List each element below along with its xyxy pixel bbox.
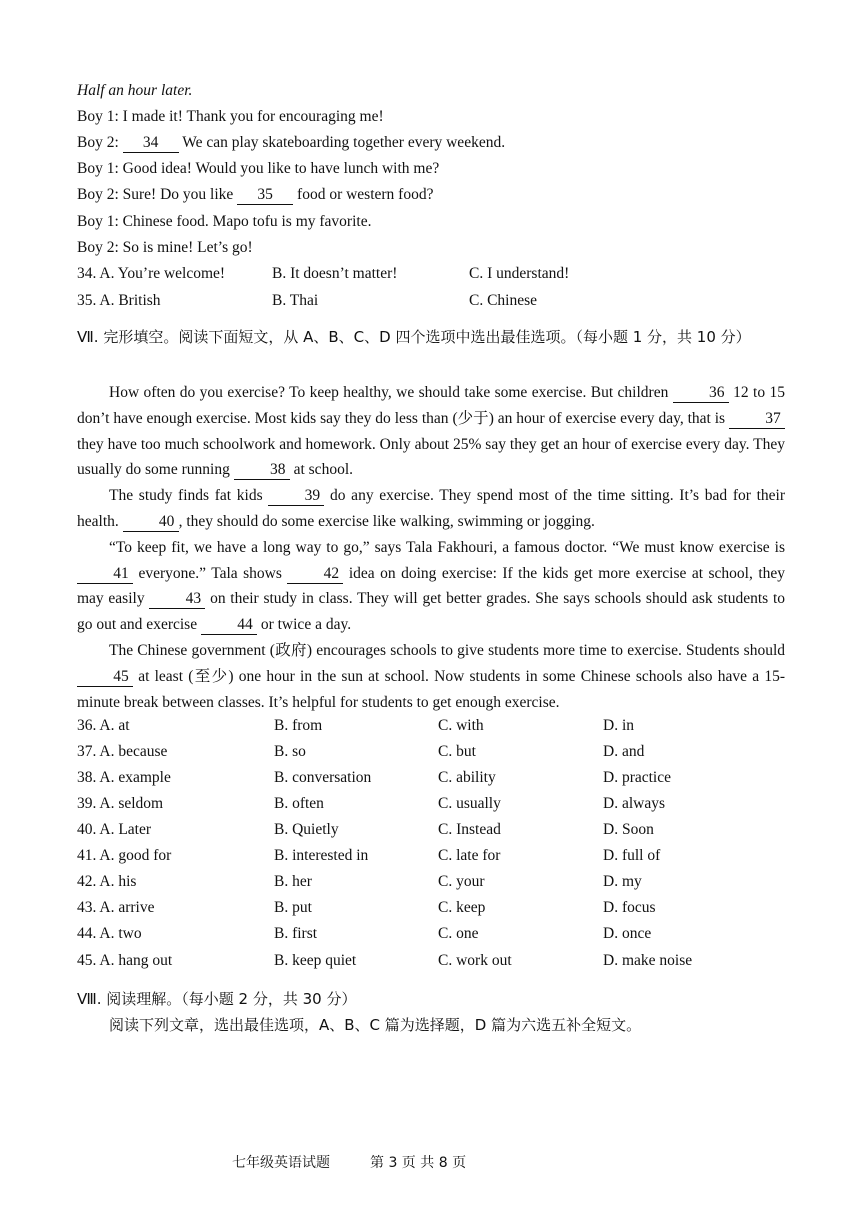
option-35-a: 35. A. British	[77, 292, 161, 309]
option-b: B. interested in	[274, 847, 369, 864]
dialogue-line-4	[77, 185, 433, 205]
blank-36: 36	[673, 384, 729, 403]
passage-text: they have too much schoolwork and homework. Only about 25% say they get an hour of exercise every day. They usually do some running	[77, 435, 785, 479]
option-c: C. your	[438, 873, 485, 890]
option-35-c: C. Chinese	[469, 292, 538, 309]
option-34-b: B. It doesn’t matter!	[272, 265, 398, 282]
blank-40: 40	[123, 513, 179, 532]
passage-text: or twice a day.	[256, 616, 352, 634]
option-row-43	[77, 899, 817, 919]
option-b: B. keep quiet	[274, 952, 357, 969]
option-a: 36. A. at	[77, 717, 130, 734]
dialogue-text: Boy 2: Sure! Do you like	[77, 186, 238, 203]
footer-page-number: 第 3 页 共 8 页	[370, 1155, 467, 1171]
blank-43: 43	[149, 590, 205, 609]
blank-37: 37	[729, 410, 785, 429]
dialogue-text: We can play skateboarding together every weekend.	[178, 134, 506, 151]
option-row-40	[77, 821, 817, 841]
option-b: B. conversation	[274, 769, 372, 786]
dialogue-text: food or western food?	[293, 186, 434, 203]
option-c: C. work out	[438, 952, 512, 969]
option-row-35	[77, 292, 817, 312]
passage-paragraph-1	[77, 380, 785, 483]
option-d: D. and	[603, 743, 645, 760]
option-d: D. in	[603, 717, 634, 734]
option-34-a: 34. A. You’re welcome!	[77, 265, 226, 282]
option-c: C. with	[438, 717, 484, 734]
passage-paragraph-4	[77, 638, 785, 715]
option-row-44	[77, 925, 817, 945]
blank-34: 34	[123, 134, 179, 153]
passage-text: everyone.” Tala shows	[133, 564, 288, 582]
option-row-37	[77, 743, 817, 763]
option-b: B. so	[274, 743, 306, 760]
option-c: C. one	[438, 925, 479, 942]
section-7-title: Ⅶ. 完形填空。阅读下面短文，从 A、B、C、D 四个选项中选出最佳选项。（每小题 1 分，共 10 分）	[77, 328, 751, 346]
option-d: D. full of	[603, 847, 661, 864]
option-a: 45. A. hang out	[77, 952, 173, 969]
passage-text: at least (至少) one hour in the sun at school. Now students in some Chinese schools also have a 15-minute break between classes. It’s helpful for students to get enough exercise.	[77, 667, 785, 711]
blank-42: 42	[287, 565, 343, 584]
option-a: 37. A. because	[77, 743, 168, 760]
option-d: D. always	[603, 795, 665, 812]
option-b: B. Quietly	[274, 821, 339, 838]
blank-41: 41	[77, 565, 133, 584]
passage-paragraph-3	[77, 535, 785, 638]
blank-38: 38	[234, 461, 290, 480]
passage-text: 12 to 15 don’t have enough exercise. Most kids say they do less than (少于) an hour of exercise every day, that is	[77, 384, 785, 427]
cloze-passage	[77, 380, 785, 715]
passage-text: The Chinese government (政府) encourages schools to give students more time to exercise. Students should	[109, 641, 785, 659]
option-c: C. keep	[438, 899, 486, 916]
option-d: D. practice	[603, 769, 671, 786]
dialogue-line-6: Boy 2: So is mine! Let’s go!	[77, 239, 253, 256]
passage-text: , they should do some exercise like walking, swimming or jogging.	[178, 512, 595, 530]
option-c: C. Instead	[438, 821, 501, 838]
dialogue-line-1: Boy 1: I made it! Thank you for encouraging me!	[77, 108, 384, 125]
option-a: 39. A. seldom	[77, 795, 164, 812]
option-row-38	[77, 769, 817, 789]
option-c: C. usually	[438, 795, 501, 812]
option-d: D. my	[603, 873, 642, 890]
dialogue-text: Boy 2:	[77, 134, 123, 151]
option-row-45	[77, 952, 817, 972]
section-8-instruction: 阅读下列文章，选出最佳选项，A、B、C 篇为选择题，D 篇为六选五补全短文。	[109, 1016, 642, 1034]
option-row-39	[77, 795, 817, 815]
footer-subject: 七年级英语试题	[232, 1155, 330, 1171]
passage-text: The study finds fat kids	[109, 487, 269, 505]
section-8-title: Ⅷ. 阅读理解。（每小题 2 分，共 30 分）	[77, 990, 357, 1008]
dialogue-line-3: Boy 1: Good idea! Would you like to have lunch with me?	[77, 160, 440, 177]
option-b: B. often	[274, 795, 324, 812]
blank-45: 45	[77, 668, 133, 687]
option-d: D. make noise	[603, 952, 693, 969]
option-c: C. late for	[438, 847, 501, 864]
option-row-34	[77, 265, 817, 285]
option-b: B. her	[274, 873, 312, 890]
passage-text: do any exercise. They spend most of the time sitting. It’s bad for their health.	[77, 487, 786, 530]
option-a: 43. A. arrive	[77, 899, 155, 916]
option-row-36	[77, 717, 817, 737]
option-a: 42. A. his	[77, 873, 137, 890]
dialogue-intro: Half an hour later.	[77, 82, 193, 99]
option-d: D. once	[603, 925, 652, 942]
option-b: B. put	[274, 899, 312, 916]
option-a: 44. A. two	[77, 925, 142, 942]
option-c: C. but	[438, 743, 476, 760]
option-d: D. Soon	[603, 821, 654, 838]
option-b: B. from	[274, 717, 323, 734]
option-row-42	[77, 873, 817, 893]
option-a: 40. A. Later	[77, 821, 152, 838]
blank-35: 35	[237, 186, 293, 205]
dialogue-line-2	[77, 133, 505, 153]
passage-text: idea on doing exercise: If the kids get more exercise at school, they may easily	[77, 564, 786, 608]
option-34-c: C. I understand!	[469, 265, 570, 282]
option-d: D. focus	[603, 899, 656, 916]
passage-text: on their study in class. They will get better grades. She says schools should ask students to go out and exercise	[77, 590, 785, 634]
option-row-41	[77, 847, 817, 867]
option-c: C. ability	[438, 769, 496, 786]
blank-44: 44	[201, 616, 257, 635]
option-a: 41. A. good for	[77, 847, 172, 864]
blank-39: 39	[268, 487, 324, 506]
passage-text: at school.	[289, 461, 353, 479]
option-35-b: B. Thai	[272, 292, 319, 309]
passage-text: “To keep fit, we have a long way to go,” says Tala Fakhouri, a famous doctor. “We must know exercise is	[109, 538, 785, 556]
passage-paragraph-2	[77, 483, 785, 535]
page-footer	[232, 1152, 506, 1172]
passage-text: How often do you exercise? To keep healthy, we should take some exercise. But children	[109, 384, 673, 401]
option-a: 38. A. example	[77, 769, 171, 786]
option-b: B. first	[274, 925, 318, 942]
dialogue-line-5: Boy 1: Chinese food. Mapo tofu is my favorite.	[77, 213, 372, 230]
